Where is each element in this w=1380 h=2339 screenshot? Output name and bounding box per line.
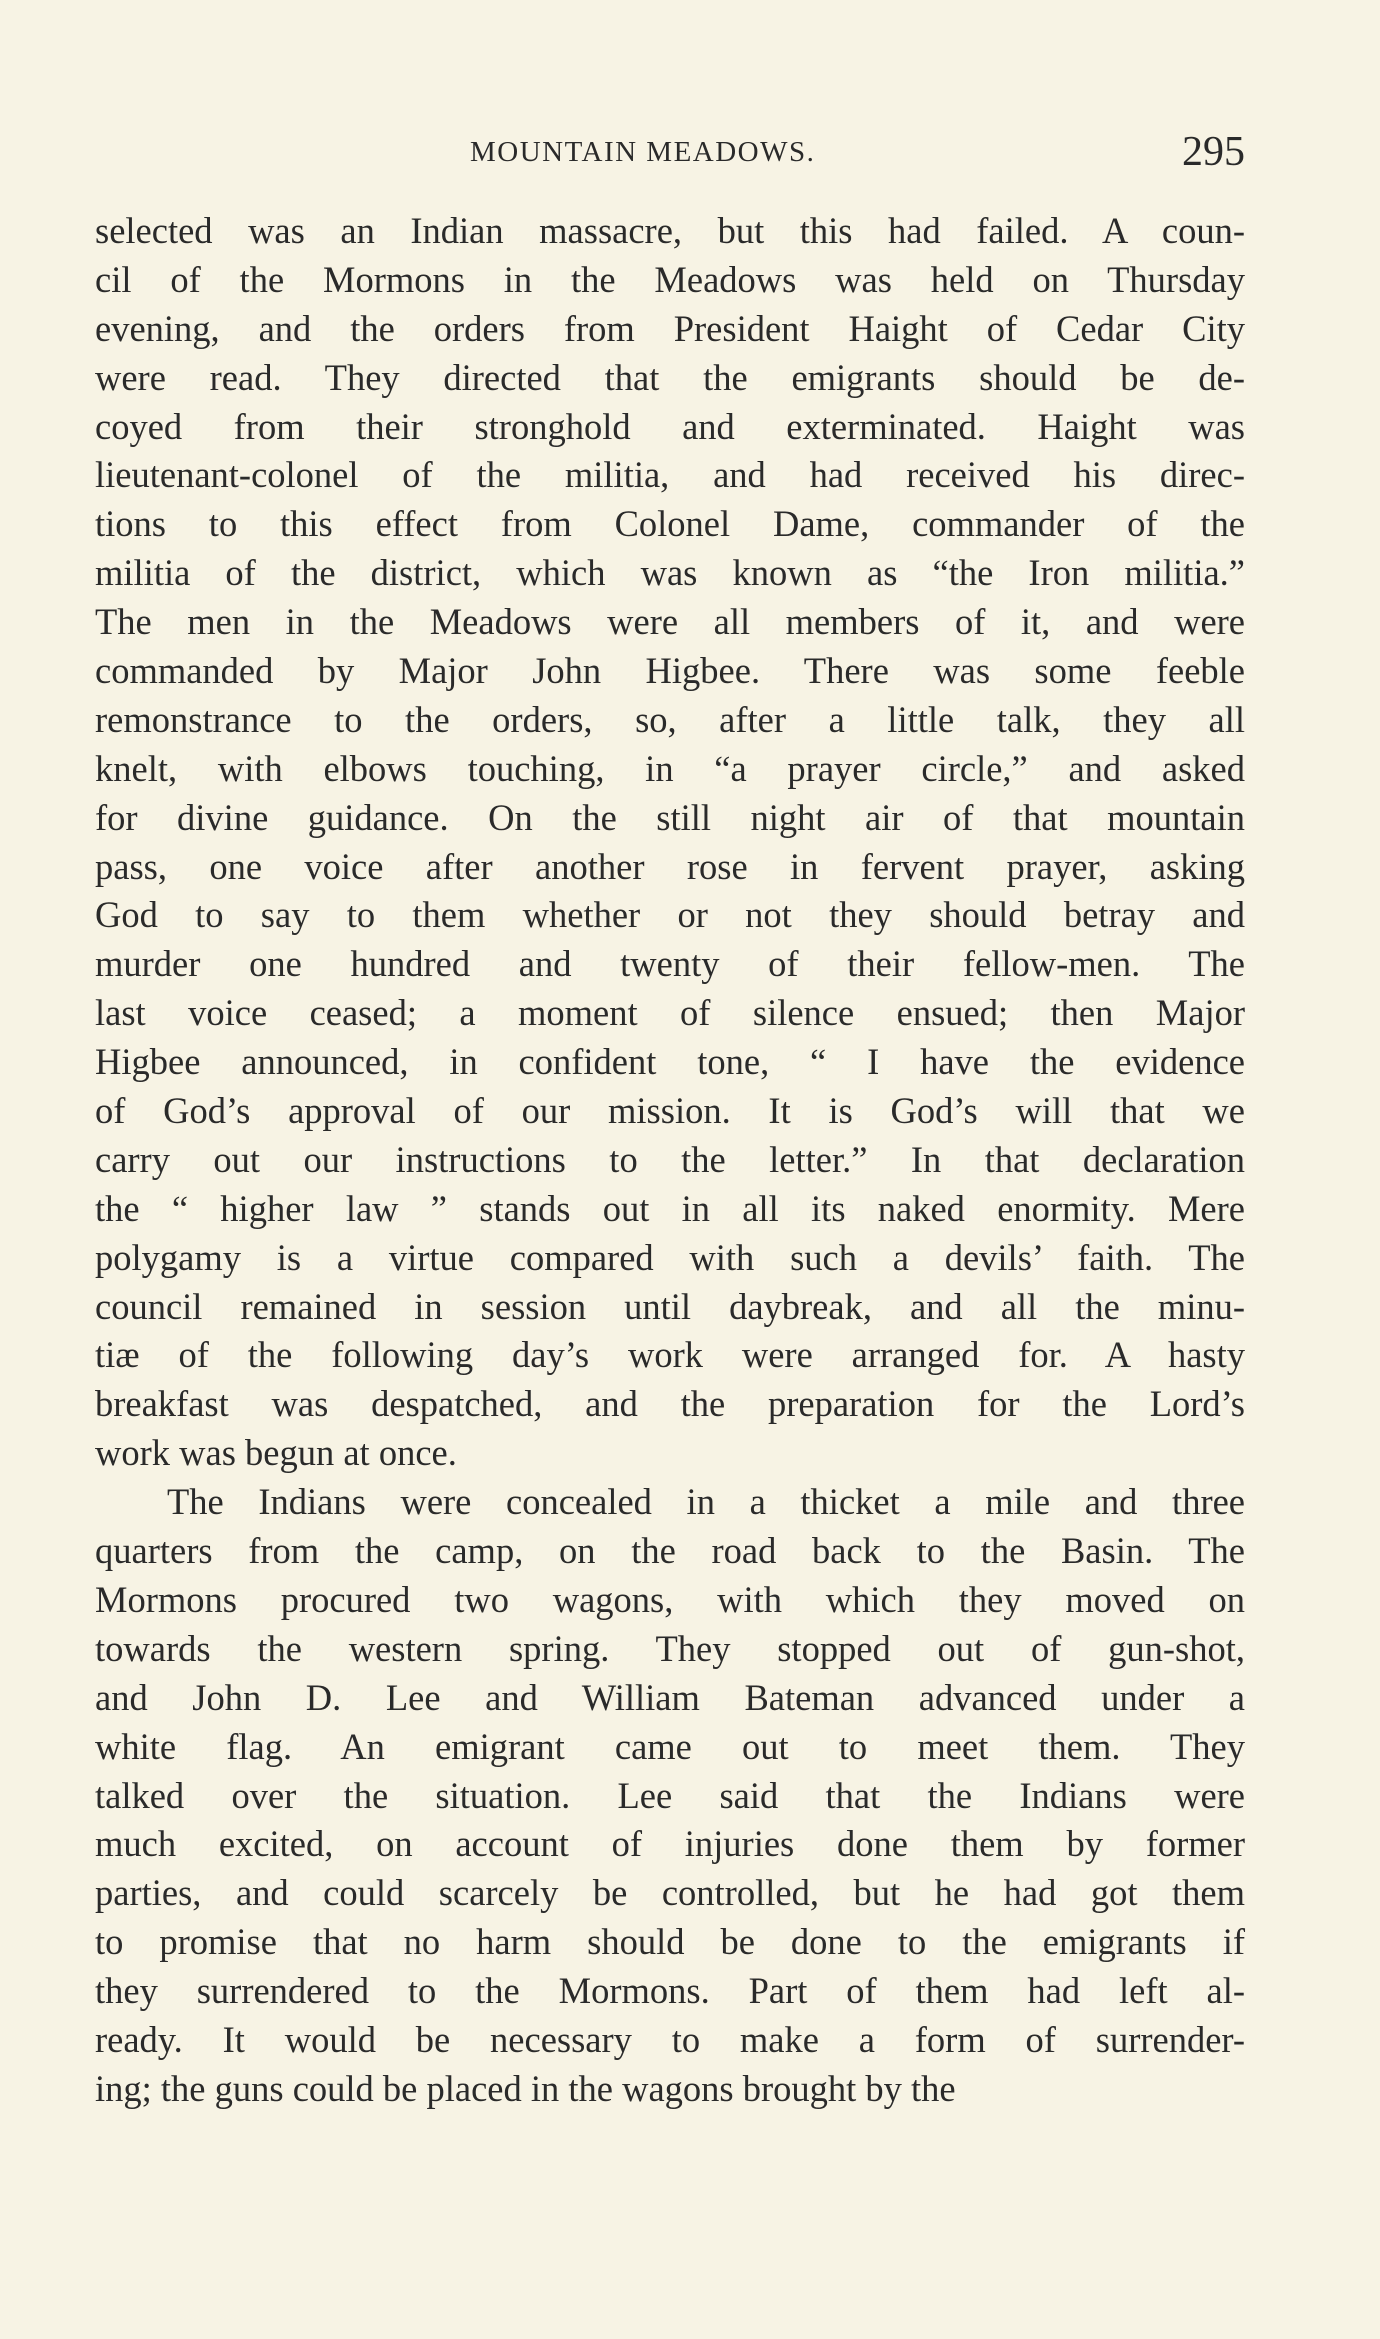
text-line: and John D. Lee and William Bateman advanced under a	[95, 1676, 1245, 1718]
text-line: talked over the situation. Lee said that the Indians were	[95, 1774, 1245, 1816]
body-text	[95, 207, 1245, 2114]
text-line: polygamy is a virtue compared with such a devils’ faith. The	[95, 1236, 1245, 1278]
text-line: Mormons procured two wagons, with which they moved on	[95, 1578, 1245, 1620]
text-line: Higbee announced, in confident tone, “ I have the evidence	[95, 1041, 1245, 1083]
text-line: selected was an Indian massacre, but this had failed. A coun-	[95, 210, 1245, 251]
text-line: militia of the district, which was known as “the Iron militia.”	[95, 552, 1245, 594]
paragraph	[95, 207, 1245, 1478]
text-line: cil of the Mormons in the Meadows was held on Thursday	[95, 258, 1245, 300]
running-head	[95, 129, 1245, 182]
paragraph	[95, 1478, 1245, 2114]
text-line: God to say to them whether or not they should betray and	[95, 894, 1245, 936]
text-line: The Indians were concealed in a thicket a mile and three	[167, 1481, 1245, 1523]
text-line: coyed from their stronghold and exterminated. Haight was	[95, 405, 1245, 447]
text-line: last voice ceased; a moment of silence ensued; then Major	[95, 992, 1245, 1034]
text-line: carry out our instructions to the letter.” In that declaration	[95, 1138, 1245, 1180]
text-line: tions to this effect from Colonel Dame, commander of the	[95, 503, 1245, 545]
text-line: murder one hundred and twenty of their fellow-men. The	[95, 943, 1245, 985]
text-line: quarters from the camp, on the road back to the Basin. The	[95, 1530, 1245, 1572]
text-line: remonstrance to the orders, so, after a little talk, they all	[95, 698, 1245, 740]
text-line: they surrendered to the Mormons. Part of them had left al-	[95, 1970, 1245, 2012]
text-line: of God’s approval of our mission. It is God’s will that we	[95, 1090, 1245, 1132]
text-line: white flag. An emigrant came out to meet them. They	[95, 1725, 1245, 1767]
text-line: lieutenant-colonel of the militia, and had received his direc-	[95, 454, 1245, 496]
text-line: tiæ of the following day’s work were arranged for. A hasty	[95, 1334, 1245, 1376]
text-line: breakfast was despatched, and the preparation for the Lord’s	[95, 1383, 1245, 1425]
text-line: evening, and the orders from President Haight of Cedar City	[95, 307, 1245, 349]
text-line: parties, and could scarcely be controlled, but he had got them	[95, 1872, 1245, 1914]
text-line: ready. It would be necessary to make a form of surrender-	[95, 2018, 1245, 2060]
text-line: were read. They directed that the emigrants should be de-	[95, 356, 1245, 398]
text-line: for divine guidance. On the still night air of that mountain	[95, 796, 1245, 838]
page-number: 295	[1182, 129, 1245, 175]
text-line: pass, one voice after another rose in fervent prayer, asking	[95, 845, 1245, 887]
text-line: to promise that no harm should be done to the emigrants if	[95, 1921, 1245, 1963]
text-line: much excited, on account of injuries done them by former	[95, 1823, 1245, 1865]
text-line: the “ higher law ” stands out in all its naked enormity. Mere	[95, 1187, 1245, 1229]
text-line: ing; the guns could be placed in the wagons brought by the	[95, 2067, 956, 2109]
text-line: council remained in session until daybreak, and all the minu-	[95, 1285, 1245, 1327]
text-line: work was begun at once.	[95, 1432, 457, 1474]
text-line: knelt, with elbows touching, in “a prayer circle,” and asked	[95, 747, 1245, 789]
text-line: The men in the Meadows were all members of it, and were	[95, 601, 1245, 643]
running-title: MOUNTAIN MEADOWS.	[470, 136, 816, 168]
text-line: commanded by Major John Higbee. There was some feeble	[95, 650, 1245, 692]
text-line: towards the western spring. They stopped out of gun-shot,	[95, 1627, 1245, 1669]
